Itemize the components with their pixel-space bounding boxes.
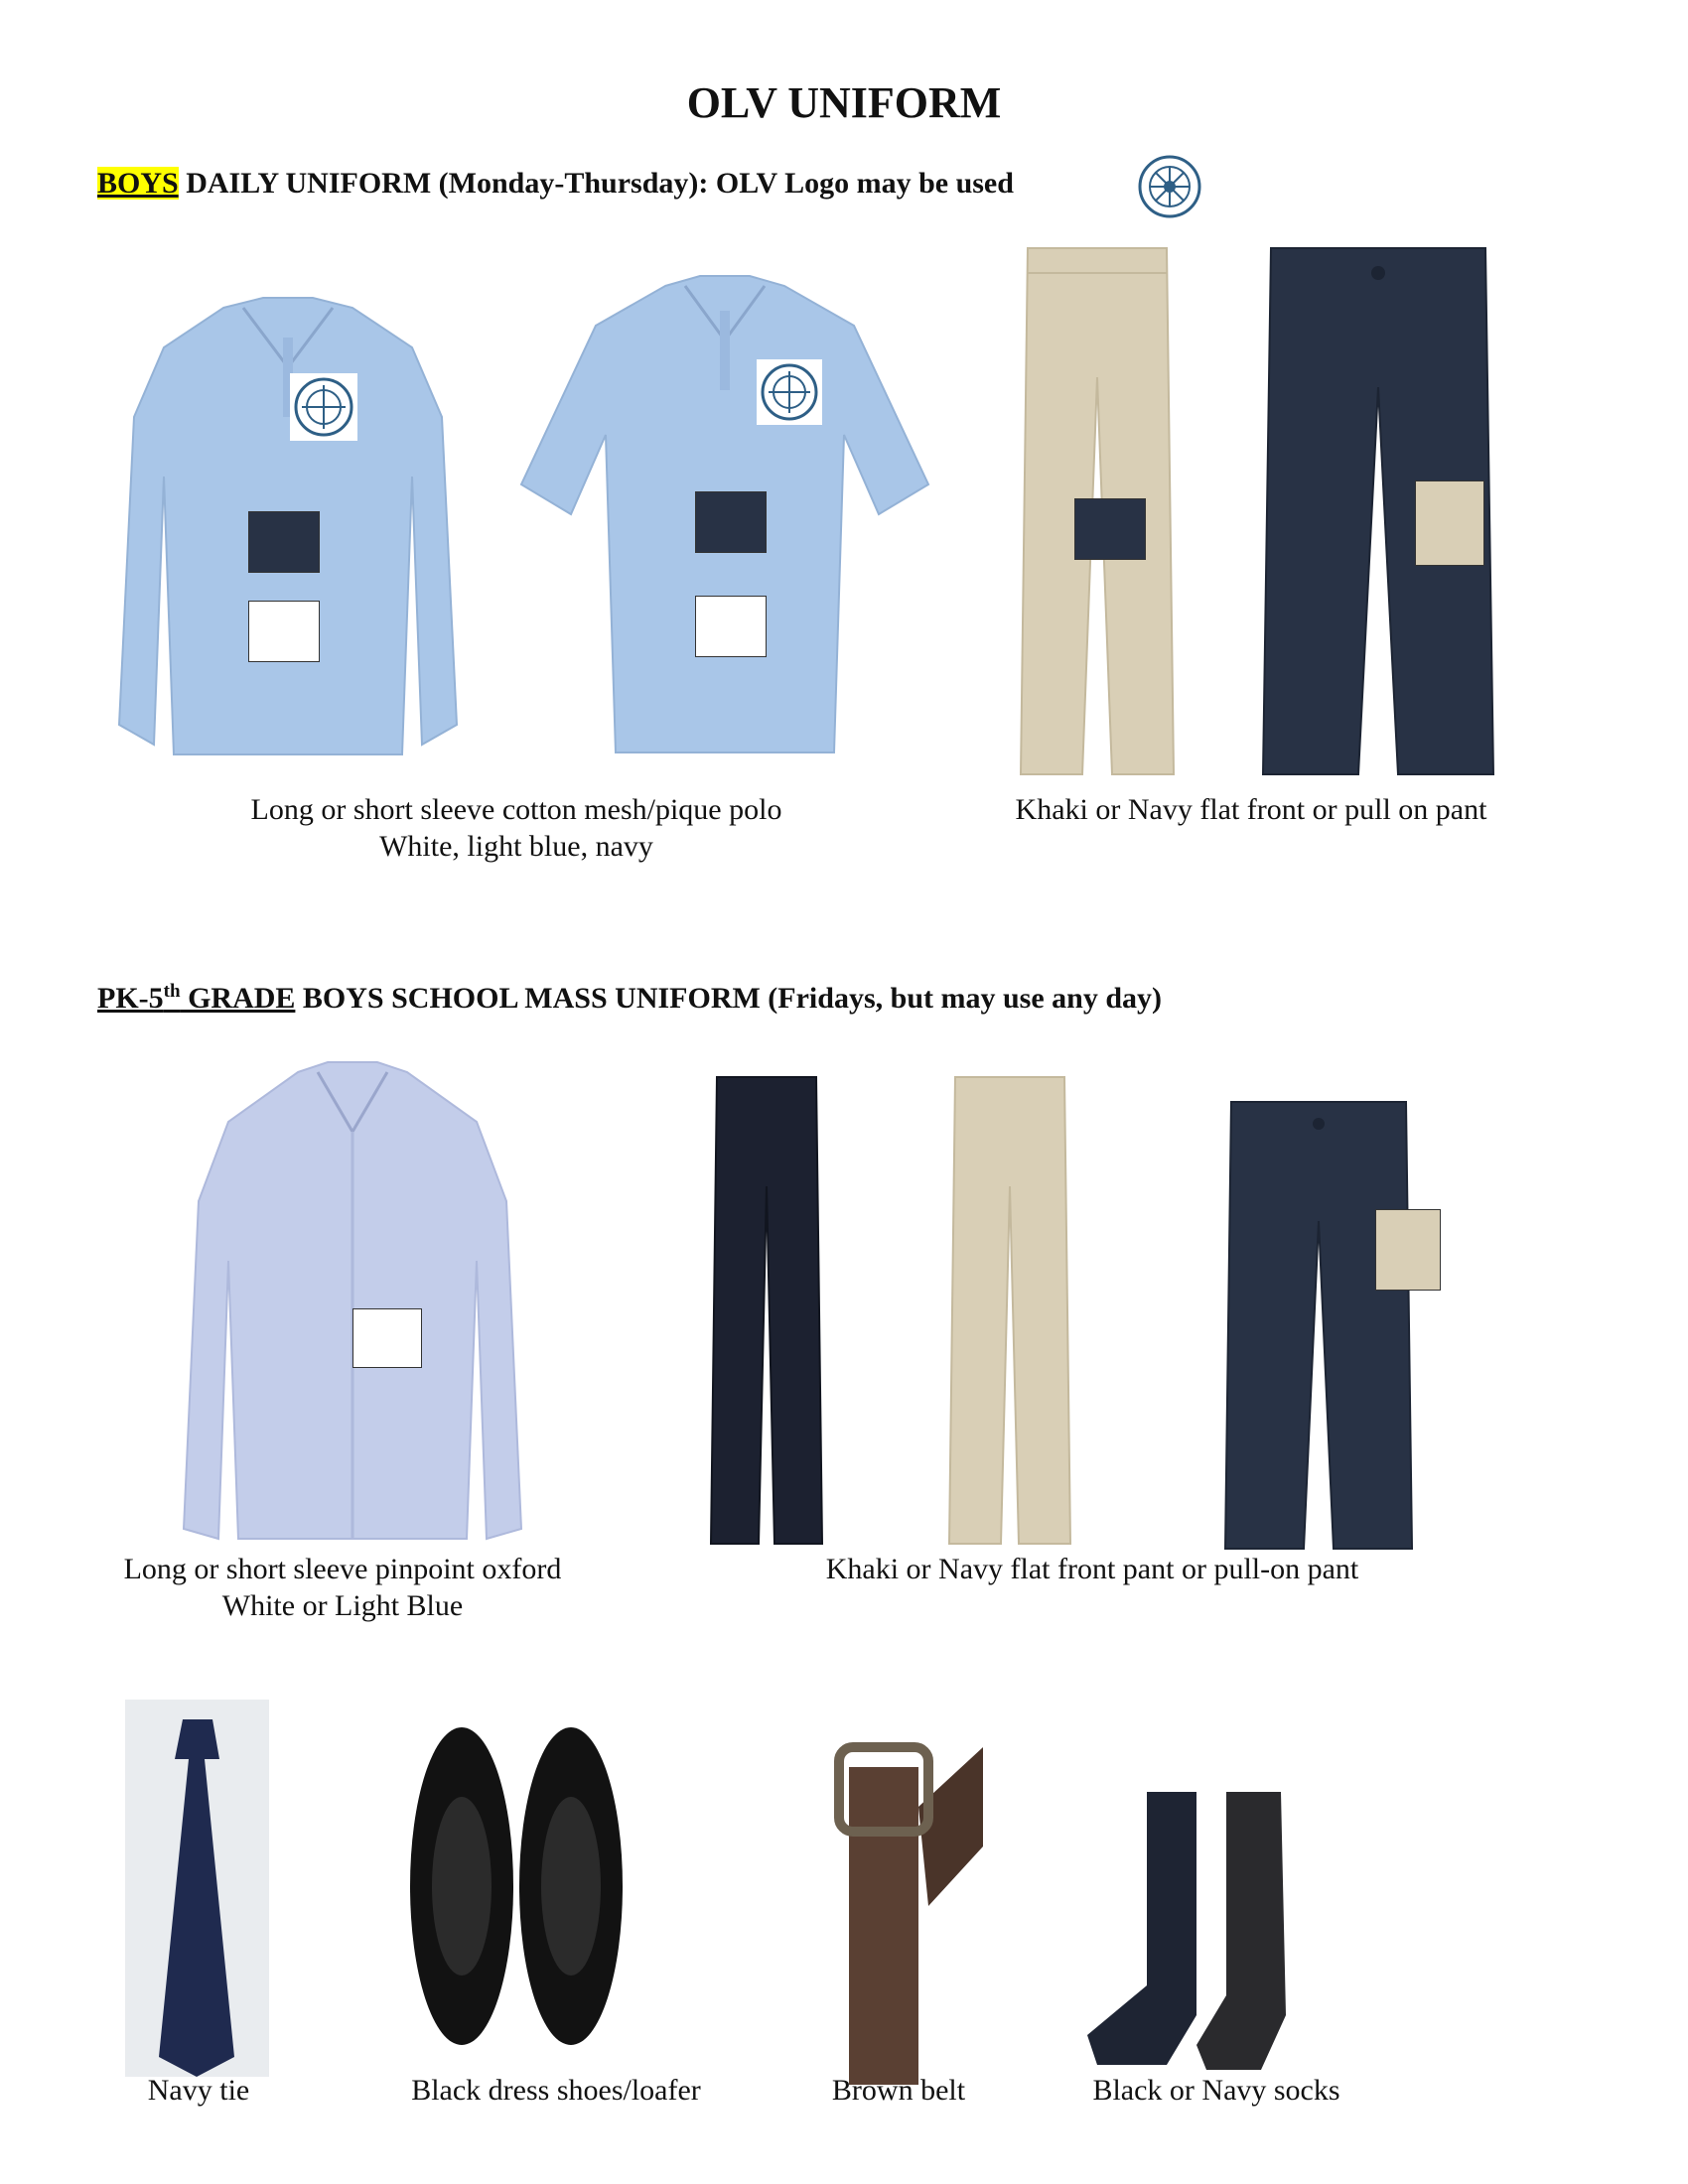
brown-belt-image (819, 1727, 988, 2085)
black-loafers-image (402, 1717, 631, 2055)
mass-heading-text: BOYS SCHOOL MASS UNIFORM (Fridays, but may use any day) (295, 982, 1163, 1015)
polo-caption (179, 791, 854, 865)
olv-logo-icon (290, 373, 357, 441)
oxford-caption-line2: White or Light Blue (221, 1589, 464, 1622)
navy-tie-image (125, 1700, 269, 2077)
white-swatch (695, 596, 767, 657)
navy-dress-pants-image (707, 1077, 826, 1554)
khaki-dress-pants-image (945, 1077, 1074, 1554)
accessory-label: Black or Navy socks (1092, 2074, 1340, 2107)
navy-swatch (1074, 498, 1146, 560)
white-swatch (352, 1308, 422, 1368)
oxford-shirt-image (179, 1062, 526, 1549)
olv-logo-icon (757, 359, 822, 425)
navy-swatch (248, 511, 320, 573)
olv-logo-icon (1138, 155, 1201, 218)
khaki-swatch (1415, 480, 1484, 566)
daily-uniform-heading (97, 167, 1014, 201)
daily-heading-text: DAILY UNIFORM (Monday-Thursday): OLV Logo may be used (178, 167, 1014, 200)
khaki-swatch (1375, 1209, 1441, 1291)
polo-caption-line2: White, light blue, navy (379, 830, 653, 863)
oxford-caption-line1: Long or short sleeve pinpoint oxford (123, 1553, 562, 1585)
navy-swatch (695, 491, 767, 553)
navy-pull-on-pants-image (1219, 1102, 1418, 1559)
oxford-caption (79, 1551, 606, 1624)
daily-pant-caption: Khaki or Navy flat front or pull on pant (1015, 793, 1487, 826)
accessory-label: Brown belt (831, 2074, 966, 2107)
accessory-label: Black dress shoes/loafer (411, 2074, 701, 2107)
accessory-label: Navy tie (147, 2074, 250, 2107)
white-swatch (248, 601, 320, 662)
polo-caption-line1: Long or short sleeve cotton mesh/pique polo (250, 793, 782, 826)
grade-label: PK-5th GRADE (97, 981, 296, 1015)
mass-uniform-heading (97, 981, 1162, 1016)
navy-socks-image (1087, 1787, 1331, 2075)
boys-highlight: BOYS (97, 167, 179, 200)
mass-pant-caption: Khaki or Navy flat front pant or pull-on pant (825, 1553, 1359, 1585)
page-title: OLV UNIFORM (686, 78, 1002, 127)
